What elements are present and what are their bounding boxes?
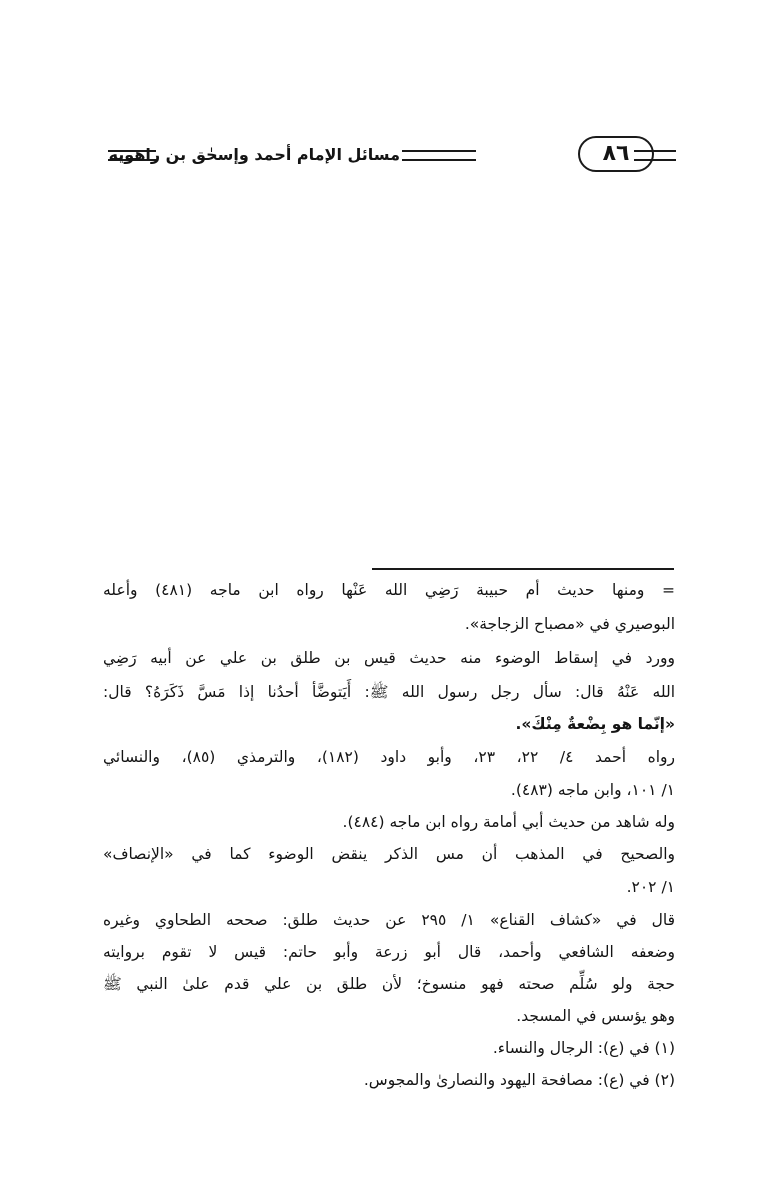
hadith-quote: «إنّما هو بِضْعةٌ مِنْكَ». [515,715,675,733]
footnote-line: والصحيح في المذهب أن مس الذكر ينقض الوضوء كما في «الإنصاف» [103,845,675,863]
footnote-line: وورد في إسقاط الوضوء منه حديث قيس بن طلق بن علي عن أبيه رَضِي [103,649,675,667]
page-number-badge: ٨٦ [578,136,654,172]
header-rule-middle [402,150,476,161]
page-header [100,134,676,174]
header-rule-right [634,150,676,161]
footnote-2: (٢) في (ع): مصافحة اليهود والنصارىٰ والمجوس. [363,1071,675,1089]
footnote-separator [372,568,674,570]
footnote-line: ١/ ١٠١، وابن ماجه (٤٨٣). [510,781,675,799]
footnote-line: وضعفه الشافعي وأحمد، قال أبو زرعة وأبو حاتم: قيس لا تقوم بروايته [103,943,675,961]
footnote-1: (١) في (ع): الرجال والنساء. [492,1039,675,1057]
footnote-line: رواه أحمد ٤/ ٢٢، ٢٣، وأبو داود (١٨٢)، والترمذي (٨٥)، والنسائي [103,748,675,766]
footnote-line: قال في «كشاف القناع» ١/ ٢٩٥ عن حديث طلق: صححه الطحاوي وغيره [103,911,675,929]
footnote-line: ١/ ٢٠٢. [626,878,675,896]
footnote-line: حجة ولو سُلِّم صحته فهو منسوخ؛ لأن طلق بن علي قدم علىٰ النبي ﷺ [103,975,675,993]
footnote-line: البوصيري في «مصباح الزجاجة». [464,615,675,633]
footnote-line: وهو يؤسس في المسجد. [516,1007,675,1025]
footnote-line: الله عَنْهُ قال: سأل رجل رسول الله ﷺ: أَيَتوضَّأ أحدُنا إذا مَسَّ ذَكَرَهُ؟ قال: [103,683,675,701]
footnote-line: = ومنها حديث أم حبيبة رَضِي الله عَنْها رواه ابن ماجه (٤٨١) وأعله [103,581,675,599]
running-title: مسائل الإمام أحمد وإسحٰق بن راهويه [108,145,400,164]
footnote-line: وله شاهد من حديث أبي أمامة رواه ابن ماجه (٤٨٤). [342,813,675,831]
